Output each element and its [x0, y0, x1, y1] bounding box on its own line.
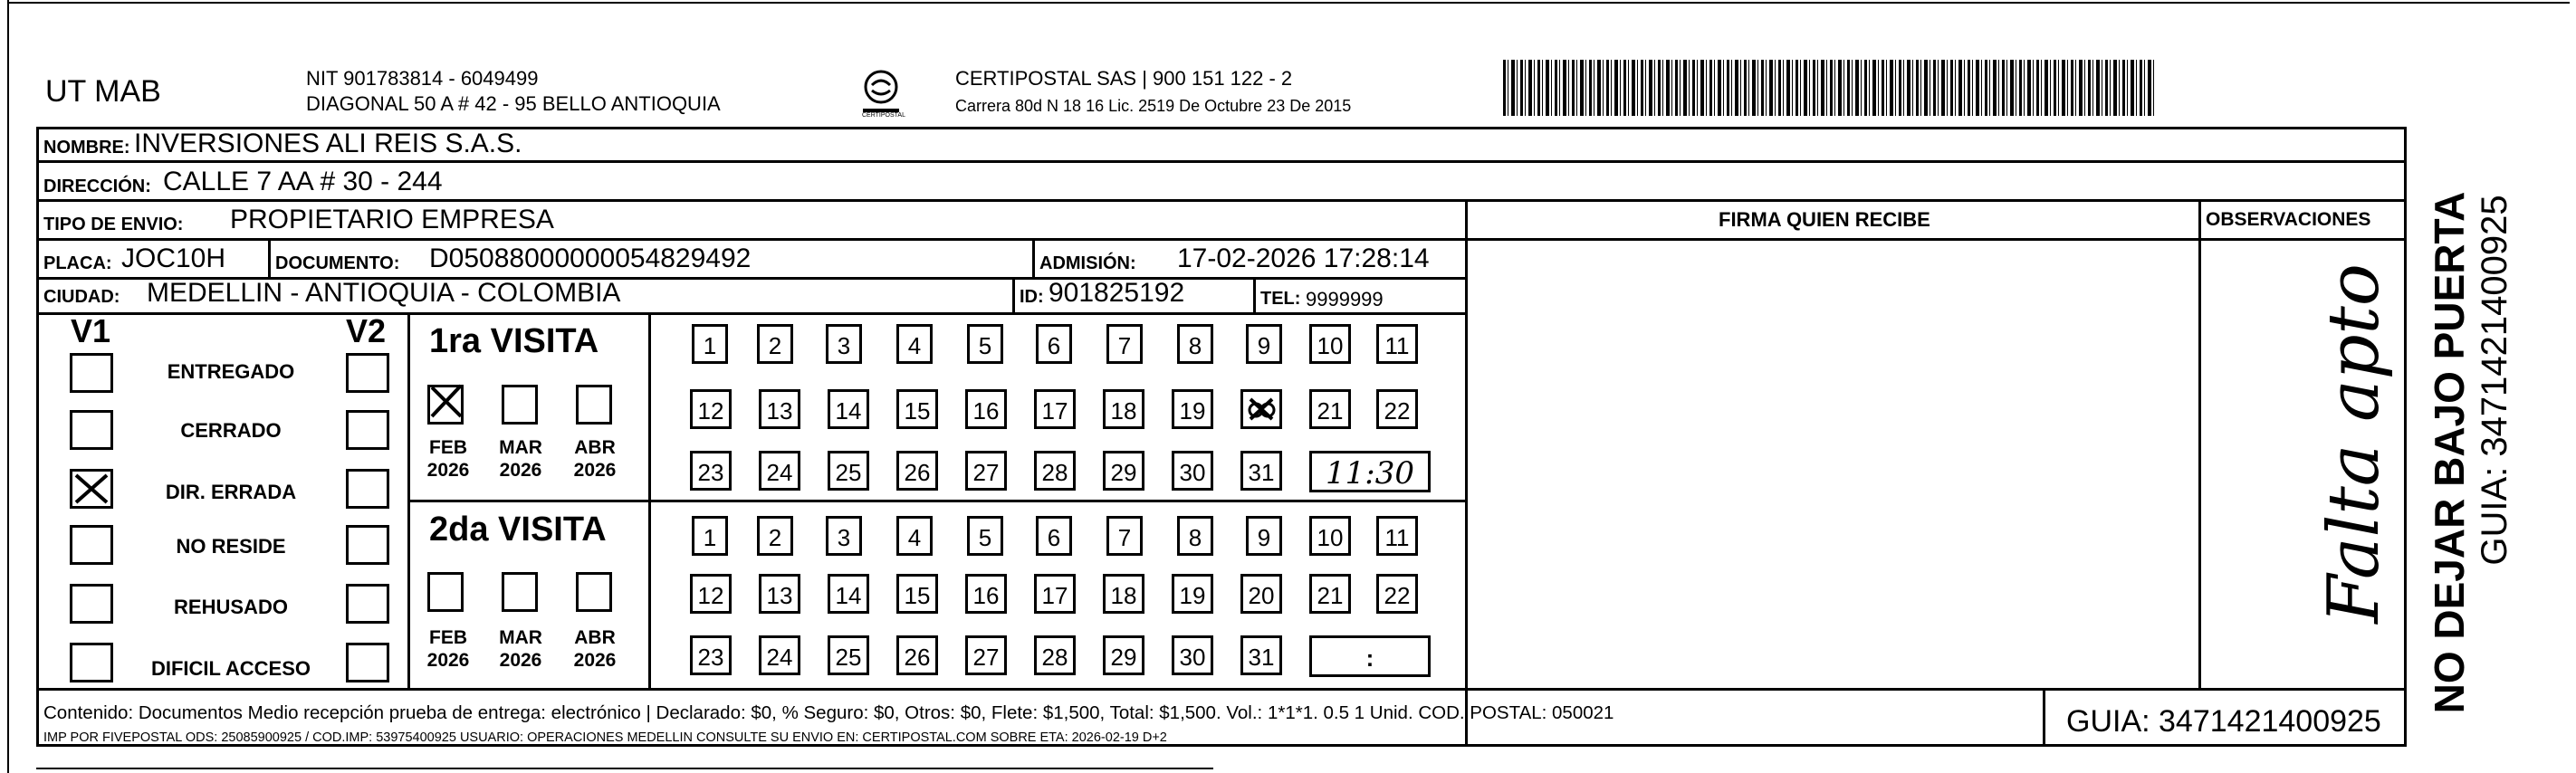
first-visit-day[interactable]: 24	[759, 451, 800, 491]
first-visit-time-value: 11:30	[1326, 455, 1414, 491]
visit-separator-line	[407, 500, 1465, 502]
documento-value: D05088000000054829492	[429, 243, 752, 273]
v2-checkbox-dir-errada[interactable]	[346, 469, 389, 509]
first-visit-day[interactable]: 11	[1376, 324, 1418, 364]
top-edge-line	[7, 2, 2570, 4]
second-visit-day[interactable]: 31	[1240, 635, 1282, 675]
v1-checkbox-rehusado[interactable]	[70, 584, 113, 624]
first-visit-day[interactable]: 2	[757, 324, 793, 364]
first-visit-month-feb-label: FEB 2026	[426, 437, 470, 482]
v2-checkbox-cerrado[interactable]	[346, 410, 389, 450]
second-visit-day[interactable]: 6	[1036, 516, 1072, 556]
direccion-value: CALLE 7 AA # 30 - 244	[163, 167, 443, 196]
second-visit-day[interactable]: 26	[896, 635, 938, 675]
admision-value: 17-02-2026 17:28:14	[1177, 243, 1430, 273]
v2-checkbox-entregado[interactable]	[346, 353, 389, 393]
second-visit-day[interactable]: 4	[896, 516, 933, 556]
second-visit-day[interactable]: 21	[1309, 574, 1351, 614]
nombre-value: INVERSIONES ALI REIS S.A.S.	[134, 129, 522, 158]
first-visit-day[interactable]: 23	[690, 451, 732, 491]
info-block-right-border	[1465, 199, 1468, 747]
first-visit-day[interactable]: 8	[1177, 324, 1213, 364]
v1-checkbox-no-reside[interactable]	[70, 525, 113, 565]
first-visit-day[interactable]: 17	[1034, 389, 1076, 429]
first-visit-day[interactable]: 29	[1103, 451, 1144, 491]
footer-imp: IMP POR FIVEPOSTAL ODS: 25085900925 / COD.IMP: 53975400925 USUARIO: OPERACIONES MEDELLIN CONSULTE SU ENVIO EN: CERTIPOSTAL.COM SOBRE ETA: 2026-02-19 D+2	[43, 730, 1167, 745]
first-visit-day[interactable]: 3	[826, 324, 862, 364]
first-visit-day[interactable]: 26	[896, 451, 938, 491]
status-entregado: ENTREGADO	[167, 360, 295, 383]
second-visit-day[interactable]: 24	[759, 635, 800, 675]
second-visit-day[interactable]: 14	[828, 574, 869, 614]
second-visit-day[interactable]: 15	[896, 574, 938, 614]
status-rehusado: REHUSADO	[174, 596, 288, 618]
second-visit-day[interactable]: 29	[1103, 635, 1144, 675]
second-visit-day[interactable]: 22	[1376, 574, 1418, 614]
row-line	[36, 199, 2407, 202]
first-visit-month-mar-box[interactable]	[502, 385, 538, 425]
second-visit-day[interactable]: 16	[965, 574, 1007, 614]
documento-label: DOCUMENTO:	[275, 253, 400, 273]
v2-label: V2	[346, 312, 387, 349]
first-visit-day[interactable]: 22	[1376, 389, 1418, 429]
check-mark-icon	[428, 382, 464, 418]
id-value: 901825192	[1049, 278, 1185, 308]
carrier-name: CERTIPOSTAL SAS | 900 151 122 - 2	[955, 67, 1293, 90]
second-visit-day[interactable]: 9	[1246, 516, 1282, 556]
status-no-reside: NO RESIDE	[176, 535, 286, 558]
v1-checkbox-cerrado[interactable]	[70, 410, 113, 450]
second-visit-day[interactable]: 10	[1309, 516, 1351, 556]
first-visit-day[interactable]: 27	[965, 451, 1007, 491]
handwritten-observation: Falta apto	[2313, 263, 2395, 624]
first-visit-day[interactable]: 14	[828, 389, 869, 429]
second-visit-day[interactable]: 3	[826, 516, 862, 556]
first-visit-day-marked[interactable]	[1240, 389, 1282, 429]
first-visit-day[interactable]: 19	[1172, 389, 1213, 429]
tipo-envio-label: TIPO DE ENVIO:	[43, 215, 184, 234]
ciudad-value: MEDELLIN - ANTIOQUIA - COLOMBIA	[147, 278, 621, 308]
first-visit-day[interactable]: 4	[896, 324, 933, 364]
logo-label: CERTIPOSTAL	[862, 112, 905, 119]
second-visit-day[interactable]: 8	[1177, 516, 1213, 556]
company-nit: NIT 901783814 - 6049499	[306, 67, 539, 90]
tel-value: 9999999	[1306, 288, 1384, 310]
second-visit-day[interactable]: 17	[1034, 574, 1076, 614]
second-visit-time-field[interactable]: :	[1309, 635, 1431, 677]
bottom-partial-line	[36, 768, 1213, 769]
first-visit-day[interactable]: 10	[1309, 324, 1351, 364]
admision-label: ADMISIÓN:	[1039, 253, 1136, 273]
second-visit-month-mar-box[interactable]	[502, 572, 538, 612]
company-name: UT MAB	[45, 74, 161, 109]
second-visit-day[interactable]: 2	[757, 516, 793, 556]
ciudad-label: CIUDAD:	[43, 287, 120, 307]
cell-divider	[1253, 277, 1256, 312]
second-visit-day[interactable]: 13	[759, 574, 800, 614]
v2-checkbox-no-reside[interactable]	[346, 525, 389, 565]
second-visit-day[interactable]: 5	[967, 516, 1003, 556]
first-visit-title: 1ra VISITA	[429, 322, 599, 360]
first-visit-day[interactable]: 31	[1240, 451, 1282, 491]
footer-guia-divider	[2043, 688, 2045, 747]
second-visit-month-feb-label: FEB 2026	[426, 627, 470, 672]
firma-label: FIRMA QUIEN RECIBE	[1719, 208, 1930, 231]
second-visit-day[interactable]: 25	[828, 635, 869, 675]
first-visit-day[interactable]: 13	[759, 389, 800, 429]
signature-header-line	[1465, 238, 2407, 241]
tel-label: TEL:	[1260, 289, 1301, 309]
second-visit-day[interactable]: 1	[692, 516, 728, 556]
v1-checkbox-entregado[interactable]	[70, 353, 113, 393]
observaciones-divider	[2198, 199, 2201, 688]
second-visit-day[interactable]: 28	[1034, 635, 1076, 675]
first-visit-time-field[interactable]	[1309, 451, 1431, 492]
second-visit-month-abr-box[interactable]	[576, 572, 612, 612]
check-mark-icon	[1243, 392, 1279, 426]
row-line	[36, 312, 1465, 315]
carrier-address: Carrera 80d N 18 16 Lic. 2519 De Octubre 23 De 2015	[955, 97, 1352, 115]
second-visit-month-abr-label: ABR 2026	[573, 627, 617, 672]
cell-divider	[1032, 238, 1035, 277]
direccion-label: DIRECCIÓN:	[43, 177, 151, 196]
second-visit-day[interactable]: 18	[1103, 574, 1144, 614]
first-visit-day[interactable]: 6	[1036, 324, 1072, 364]
footer-top-line	[36, 688, 2407, 691]
footer-guia-number: GUIA: 3471421400925	[2066, 704, 2381, 739]
second-visit-month-feb-box[interactable]	[427, 572, 464, 612]
no-dejar-warning: NO DEJAR BAJO PUERTA	[2426, 191, 2473, 714]
second-visit-day[interactable]: 30	[1172, 635, 1213, 675]
footer-contenido: Contenido: Documentos Medio recepción prueba de entrega: electrónico | Declarado: $0, % Seguro: $0, Otros: $0, Flete: $1,500, Total: $1,500. Vol.: 1*1*1. 0.5 1 Unid. COD. POSTAL: 050021	[43, 702, 1614, 723]
first-visit-day[interactable]: 9	[1246, 324, 1282, 364]
first-visit-day[interactable]: 1	[692, 324, 728, 364]
row-line	[36, 160, 2407, 163]
tipo-envio-value: PROPIETARIO EMPRESA	[230, 205, 554, 234]
nombre-label: NOMBRE:	[43, 138, 130, 157]
first-visit-month-feb-box[interactable]	[427, 385, 464, 425]
placa-label: PLACA:	[43, 253, 112, 273]
second-visit-day[interactable]: 20	[1240, 574, 1282, 614]
first-visit-day[interactable]: 25	[828, 451, 869, 491]
v1-checkbox-dir-errada[interactable]	[70, 469, 113, 509]
second-visit-day[interactable]: 19	[1172, 574, 1213, 614]
v1-label: V1	[71, 312, 111, 349]
first-visit-day[interactable]: 5	[967, 324, 1003, 364]
barcode	[1503, 60, 2155, 116]
first-visit-day[interactable]: 7	[1106, 324, 1143, 364]
left-edge-line	[7, 0, 9, 773]
v2-checkbox-rehusado[interactable]	[346, 584, 389, 624]
second-visit-title: 2da VISITA	[429, 511, 607, 549]
id-label: ID:	[1020, 287, 1044, 307]
second-visit-day[interactable]: 12	[690, 574, 732, 614]
first-visit-day[interactable]: 16	[965, 389, 1007, 429]
observaciones-label: OBSERVACIONES	[2206, 209, 2371, 230]
first-visit-month-abr-box[interactable]	[576, 385, 612, 425]
side-guia-number: GUIA: 3471421400925	[2475, 195, 2514, 566]
status-dificil-acceso: DIFICIL ACCESO	[150, 657, 311, 680]
second-visit-day[interactable]: 27	[965, 635, 1007, 675]
first-visit-month-abr-label: ABR 2026	[573, 437, 617, 482]
v2-checkbox-dificil-acceso[interactable]	[346, 643, 389, 682]
v1-checkbox-dificil-acceso[interactable]	[70, 643, 113, 682]
first-visit-day[interactable]: 12	[690, 389, 732, 429]
first-visit-day[interactable]: 15	[896, 389, 938, 429]
first-visit-month-mar-label: MAR 2026	[499, 437, 542, 482]
cell-divider	[268, 238, 271, 277]
status-cerrado: CERRADO	[180, 419, 282, 442]
second-visit-day[interactable]: 7	[1106, 516, 1143, 556]
second-visit-day[interactable]: 11	[1376, 516, 1418, 556]
first-visit-day[interactable]: 21	[1309, 389, 1351, 429]
check-mark-icon	[72, 472, 110, 506]
first-visit-day[interactable]: 18	[1103, 389, 1144, 429]
first-visit-day[interactable]: 28	[1034, 451, 1076, 491]
company-address: DIAGONAL 50 A # 42 - 95 BELLO ANTIOQUIA	[306, 92, 721, 115]
certipostal-logo	[858, 67, 904, 121]
first-visit-day[interactable]: 30	[1172, 451, 1213, 491]
second-visit-month-mar-label: MAR 2026	[499, 627, 542, 672]
second-visit-day[interactable]: 23	[690, 635, 732, 675]
placa-value: JOC10H	[121, 243, 226, 273]
cell-divider	[1012, 277, 1015, 312]
status-dir-errada: DIR. ERRADA	[165, 481, 297, 503]
